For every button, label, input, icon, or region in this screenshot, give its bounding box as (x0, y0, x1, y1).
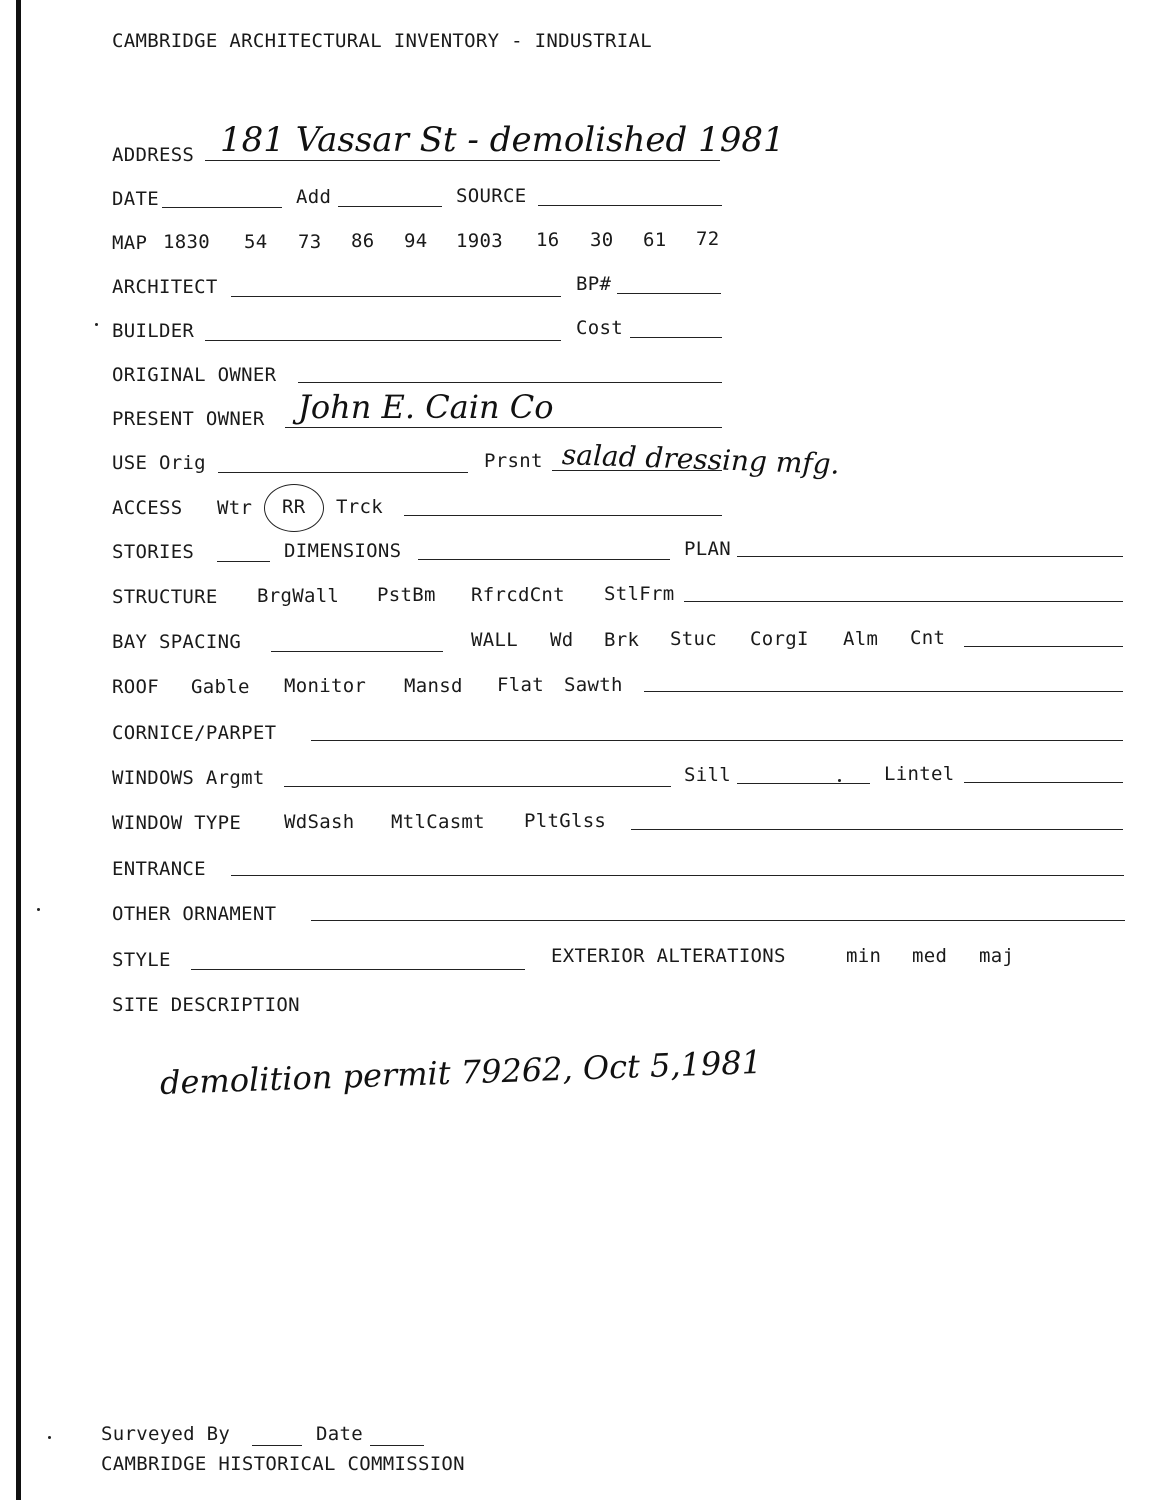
original-owner-line (298, 382, 722, 383)
lintel-label: Lintel (884, 763, 955, 785)
bp-label: BP# (576, 273, 612, 295)
structure-option: BrgWall (257, 585, 340, 607)
add-label: Add (296, 186, 332, 208)
address-line (205, 160, 720, 161)
prsnt-label: Prsnt (484, 450, 543, 472)
scan-speck (48, 1436, 51, 1439)
source-line (538, 205, 722, 206)
sill-label: Sill (684, 764, 731, 786)
lintel-line (964, 782, 1123, 783)
footer-date-line (370, 1445, 424, 1446)
window-type-option: PltGlss (524, 810, 607, 832)
map-label: MAP (112, 232, 148, 254)
entrance-label: ENTRANCE (112, 858, 206, 880)
window-type-option: MtlCasmt (391, 811, 485, 833)
wall-option: Brk (604, 629, 640, 651)
stories-label: STORIES (112, 541, 195, 563)
windows-label: WINDOWS Argmt (112, 767, 265, 789)
map-year: 86 (351, 230, 375, 252)
surveyed-by-label: Surveyed By (101, 1423, 231, 1445)
other-ornament-label: OTHER ORNAMENT (112, 903, 277, 925)
present-owner-line (285, 427, 722, 428)
window-type-label: WINDOW TYPE (112, 812, 242, 834)
alteration-option: med (912, 945, 948, 967)
map-year: 1830 (163, 231, 210, 253)
entrance-line (231, 875, 1124, 876)
map-year: 73 (298, 231, 322, 253)
access-label: ACCESS (112, 497, 183, 519)
wall-label: WALL (471, 629, 518, 651)
architect-line (231, 296, 561, 297)
exterior-alterations-label: EXTERIOR ALTERATIONS (551, 945, 786, 967)
present-owner-handwritten: John E. Cain Co (298, 388, 554, 426)
dimensions-line (418, 559, 670, 560)
map-year: 54 (244, 231, 268, 253)
plan-label: PLAN (684, 538, 731, 560)
windows-line (284, 786, 671, 787)
surveyed-by-line (252, 1445, 302, 1446)
structure-option: PstBm (377, 584, 436, 606)
stories-line (217, 561, 270, 562)
roof-option: Monitor (284, 675, 367, 697)
structure-label: STRUCTURE (112, 586, 218, 608)
window-type-line (631, 829, 1123, 830)
access-line (404, 515, 722, 516)
commission-name: CAMBRIDGE HISTORICAL COMMISSION (101, 1453, 465, 1475)
architect-label: ARCHITECT (112, 276, 218, 298)
wall-option: Wd (550, 629, 574, 651)
wall-line (964, 646, 1123, 647)
map-year: 94 (404, 230, 428, 252)
style-line (191, 969, 525, 970)
scan-speck (37, 908, 40, 911)
original-owner-label: ORIGINAL OWNER (112, 364, 277, 386)
source-label: SOURCE (456, 185, 527, 207)
plan-line (737, 556, 1123, 557)
bay-spacing-label: BAY SPACING (112, 631, 242, 653)
roof-option: Mansd (404, 675, 463, 697)
alteration-option: min (846, 945, 882, 967)
use-orig-line (218, 472, 468, 473)
form-title: CAMBRIDGE ARCHITECTURAL INVENTORY - INDUSTRIAL (112, 30, 652, 52)
access-option-truck: Trck (336, 496, 383, 518)
wall-option: Cnt (910, 627, 946, 649)
alteration-option: maj (979, 945, 1015, 967)
wall-option: Alm (843, 628, 879, 650)
scan-speck (838, 779, 841, 782)
cornice-label: CORNICE/PARPET (112, 722, 277, 744)
other-ornament-line (311, 920, 1125, 921)
roof-option: Sawth (564, 674, 623, 696)
dimensions-label: DIMENSIONS (284, 540, 402, 562)
map-year: 61 (643, 229, 667, 251)
date-line (162, 207, 282, 208)
scan-edge (16, 0, 21, 1500)
roof-line (644, 691, 1123, 692)
structure-option: RfrcdCnt (471, 584, 565, 606)
use-present-handwritten: salad dressing mfg. (561, 438, 841, 481)
bp-line (617, 293, 721, 294)
cornice-line (311, 740, 1123, 741)
cost-label: Cost (576, 317, 623, 339)
use-orig-label: USE Orig (112, 452, 206, 474)
map-year: 30 (590, 229, 614, 251)
present-owner-label: PRESENT OWNER (112, 408, 265, 430)
structure-option: StlFrm (604, 583, 675, 605)
site-note-handwritten: demolition permit 79262, Oct 5,1981 (159, 1042, 763, 1102)
add-line (338, 206, 442, 207)
style-label: STYLE (112, 949, 171, 971)
roof-label: ROOF (112, 676, 159, 698)
bay-spacing-line (271, 651, 443, 652)
scan-speck (95, 323, 98, 326)
wall-option: CorgI (750, 628, 809, 650)
footer-date-label: Date (316, 1423, 363, 1445)
cost-line (630, 337, 722, 338)
railroad-circle-mark (264, 484, 324, 532)
access-option-railroad: RR (282, 496, 306, 518)
roof-option: Flat (497, 674, 544, 696)
builder-line (205, 340, 561, 341)
window-type-option: WdSash (284, 811, 355, 833)
map-year: 72 (696, 228, 720, 250)
structure-line (684, 601, 1123, 602)
map-year: 16 (536, 229, 560, 251)
address-label: ADDRESS (112, 144, 195, 166)
address-handwritten: 181 Vassar St - demolished 1981 (220, 120, 785, 160)
builder-label: BUILDER (112, 320, 195, 342)
map-year: 1903 (456, 230, 503, 252)
wall-option: Stuc (670, 628, 717, 650)
site-description-label: SITE DESCRIPTION (112, 994, 300, 1016)
sill-line (737, 783, 870, 784)
date-label: DATE (112, 188, 159, 210)
roof-option: Gable (191, 676, 250, 698)
access-option-water: Wtr (217, 497, 253, 519)
